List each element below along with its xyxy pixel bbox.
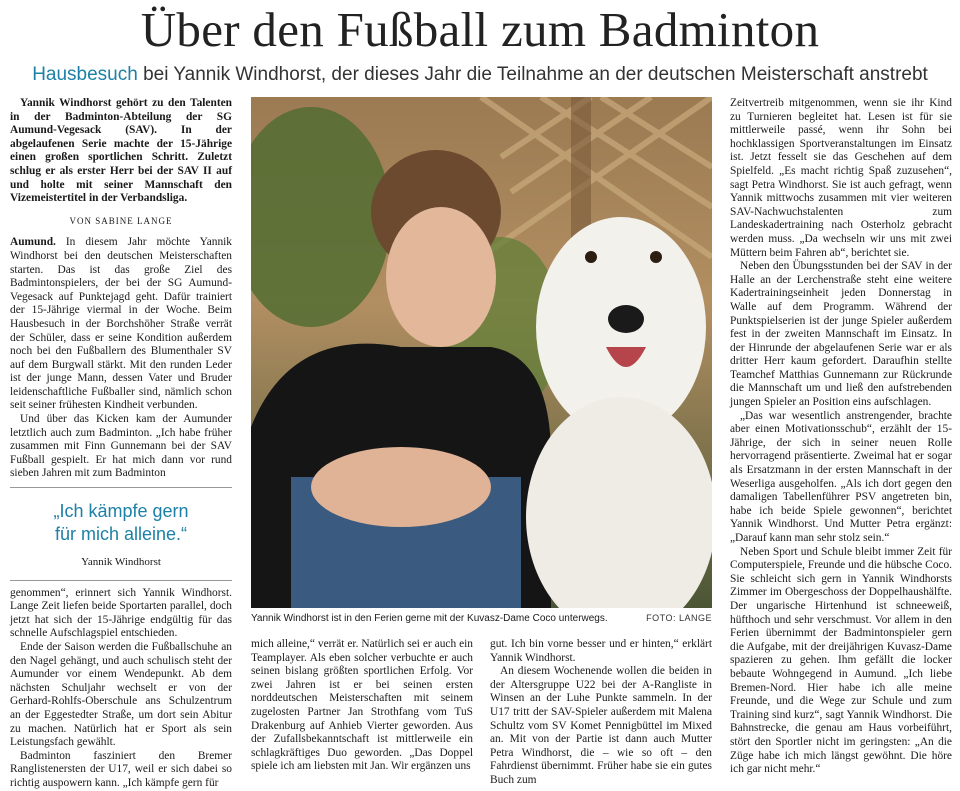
headline: Über den Fußball zum Badminton <box>140 2 820 57</box>
paragraph: An diesem Wochenende wollen die beiden in der Altersgruppe U22 bei der A-Rangliste in Winsen an der Luhe Punkte sammeln. In der U17 tritt der SAV-Spieler außerdem mit Malena Schultz vom SV Komet Pennigbüttel im Mixed an. Mit von der Partie ist dann auch Mutter Petra Windhorst, die – wie so oft – den Fahrdienst übernimmt. Früher habe sie ein gutes Buch zum <box>490 665 712 786</box>
divider <box>10 580 232 581</box>
paragraph: Zeitvertreib mitgenommen, wenn sie ihr Kind zu Turnieren begleitet hat. Lesen ist für sie mittlerweile passé, wenn ihr Sohn bei hochklassigen Sportveranstaltungen im Einsatz ist. Jetzt fesselt sie das Geschehen auf dem Spielfeld. „Es macht richtig Spaß zuzusehen“, sagt Petra Windhorst. Sie ist auch gefragt, wenn Yannik mittwochs zusammen mit vier weiteren SAV-Nachwuchstalenten zum Landeskadertraining nach Osterholz gebracht werden muss. „Da wechseln wir uns mit zwei Müttern beim Fahren ab“, berichtet sie. <box>730 97 952 259</box>
caption-text: Yannik Windhorst ist in den Ferien gerne mit der Kuvasz-Dame Coco unterwegs. <box>251 613 608 624</box>
column-3 <box>490 638 712 788</box>
paragraph: Badminton fasziniert den Bremer Ranglistenersten der U17, weil er sich dabei so richtig auspowern kann. „Ich kämpfe gern für <box>10 749 232 789</box>
article-photo <box>251 97 712 608</box>
photo-illustration <box>251 97 712 608</box>
column-2 <box>251 638 473 774</box>
paragraph: Und über das Kicken kam der Aumunder letztlich auch zum Badminton. „Ich habe früher zusammen mit Finn Gunnemann bei der SAV Fußball gespielt. Er hat mich dann vor rund sieben Jahren mit zum Badminton <box>10 413 232 480</box>
photo-caption <box>251 612 712 625</box>
paragraph-text: In diesem Jahr möchte Yannik Windhorst bei den deutschen Meisterschaften starten. Das ist das große Ziel des Badmintonspielers, der bei der SG Aumund-Vegesack auf Punktejagd geht. Dafür trainiert der 15-Jährige viermal in der Woche. Beim Hausbesuch in der Borchshöher Straße verrät der Schüler, dass er seine Kondition außerdem noch bei den Fußballern des Blumenthaler SV auf dem Burgwall stärkt. Mit den runden Leder ist der junge Mann, dessen Vater und Bruder leidenschaftliche Fußballer sind, nämlich schon seit seiner frühesten Kindheit verbunden. <box>10 236 232 412</box>
paragraph: Ende der Saison werden die Fußballschuhe an den Nagel gehängt, und auch schulisch steht der Aumunder vor einem Wendepunkt. Ab dem nächsten Schuljahr wechselt er von der Gerhard-Rohlfs-Oberschule ans Schulzentrum an der Eggestedter Straße, um dort sein Abitur zu machen. Natürlich hat er Sport als sein Leistungsfach gewählt. <box>10 641 232 749</box>
pull-quote-line-2: für mich alleine.“ <box>54 524 188 545</box>
subheadline <box>0 62 960 88</box>
byline: VON SABINE LANGE <box>69 215 173 226</box>
subheadline-text: bei Yannik Windhorst, der dieses Jahr die Teilnahme an der deutschen Meisterschaft anstrebt <box>137 64 928 85</box>
paragraph <box>10 236 232 413</box>
paragraph: genommen“, erinnert sich Yannik Windhorst. Lange Zeit liefen beide Sportarten parallel, doch jetzt hat sich der 15-Jährige endgültig für das schnelle Aufschlagspiel entschieden. <box>10 586 232 640</box>
photo-credit: FOTO: LANGE <box>646 613 712 623</box>
column-4 <box>730 97 952 777</box>
paragraph: gut. Ich bin vorne besser und er hinten,“ erklärt Yannik Windhorst. <box>490 638 712 664</box>
dateline: Aumund. <box>10 236 56 249</box>
paragraph: mich alleine,“ verrät er. Natürlich sei er auch ein Teamplayer. Als eben solcher verbuchte er auch seinen bislang größten sportlichen Erfolg. Vor zwei Jahren ist er bei seinen ersten norddeutschen Meisterschaften mit seinem zugelosten Partner Jan Strothfang vom TuS Drakenburg auf Anhieb Vierter geworden. Aus der Zufallsbekanntschaft ist mittlerweile ein schlagkräftiges Duo geworden. „Das Doppel spiele ich am liebsten mit Jan. Wir ergänzen uns <box>251 638 473 773</box>
pull-quote-line-1: „Ich kämpfe gern <box>53 501 189 522</box>
lead-paragraph: Yannik Windhorst gehört zu den Talenten in der Badminton-Abteilung der SG Aumund-Vegesack (SAV). In der abgelaufenen Serie machte der 15-Jährige einen großen sportlichen Schritt. Zuletzt schlug er als erster Herr bei der SAV II auf und holte mit seiner Mannschaft den Vizemeistertitel in der Verbandsliga. <box>10 97 232 205</box>
kicker: Hausbesuch <box>32 64 138 85</box>
paragraph: Neben den Übungsstunden bei der SAV in der Halle an der Lerchenstraße steht eine weitere Kadertrainingseinheit jeden Donnerstag in Walle auf dem Programm. Während der Punktspielserien ist der junge Spieler außerdem fest in der zweiten Mannschaft im Einsatz. In der Hinrunde der abgelaufenen Serie war er als dritter Herr kaum gefordert. Daraufhin stellte Teamchef Matthias Gunnemann zur Rückrunde die Mannschaft um und ließ den aufstrebenden jungen Spieler an Position eins aufschlagen. <box>730 260 952 409</box>
paragraph: „Das war wesentlich anstrengender, brachte aber einen Motivationsschub“, erzählt der 15-Jährige, der sich in seiner neuen Rolle hervorragend präsentierte. Zweimal hat er sogar als Ersatzmann in der ersten Mannschaft in der Weserliga ausgeholfen. „Als ich dort gegen den damaligen Tabellenführer PSV angetreten bin, habe ich beide Spiele gewonnen“, berichtet Yannik Windhorst. Und Mutter Petra ergänzt: „Darauf kann man sehr stolz sein.“ <box>730 409 952 544</box>
pull-quote-author: Yannik Windhorst <box>81 556 161 569</box>
column-1 <box>10 97 232 791</box>
paragraph: Neben Sport und Schule bleibt immer Zeit für Computerspiele, Freunde und die hübsche Coco. Sie schleicht sich gern in Yannik Windhorsts Zimmer im Obergeschoss der Doppelhaushälfte. Der ungarische Hirtenhund ist schneeweiß, hüfthoch und sehr verschmust. Vor allem in den Ferien übernimmt der Badmintonspieler gern die Aufgabe, mit der dreijährigen Kuvasz-Dame spazieren zu gehen. Ihm gefällt die locker bebaute Wohngegend in Aumund. „Ich liebe Bremen-Nord. Hier habe ich alle meine Freunde, und die Wege zur Schule und zum Training sind kurz“, sagt Yannik Windhorst. Die Bahnstrecke, die genau am Haus vorbeiführt, stört den Sportler nicht im geringsten: „An die Züge habe ich mich längst gewöhnt. Die höre ich gar nicht mehr.“ <box>730 545 952 776</box>
pull-quote <box>10 488 232 580</box>
